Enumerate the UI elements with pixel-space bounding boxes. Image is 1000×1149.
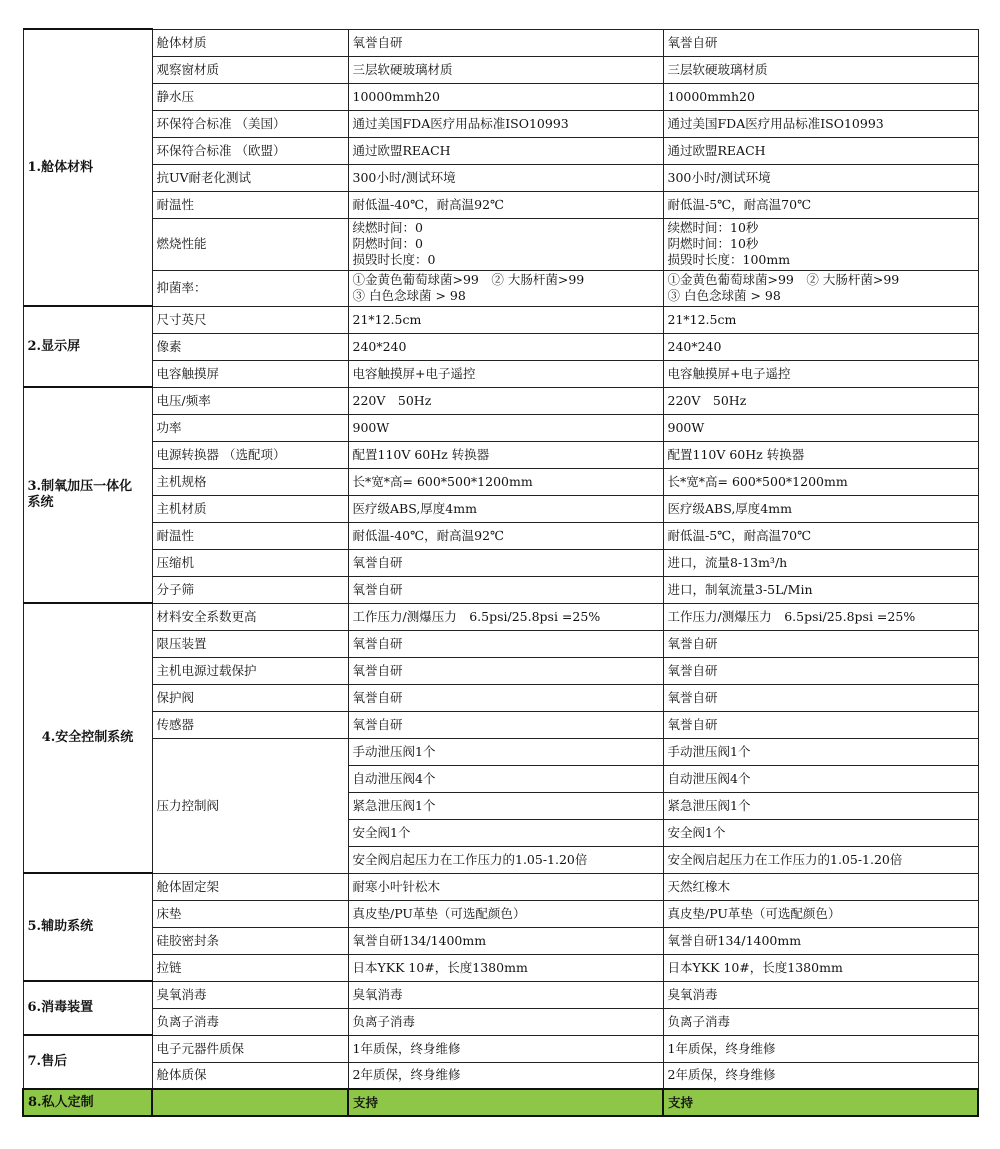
cell-line: 阴燃时间：0 xyxy=(352,236,423,251)
value-b: 支持 xyxy=(663,1089,978,1116)
value-b: 通过美国FDA医疗用品标准ISO10993 xyxy=(663,110,978,137)
value-b: 2年质保，终身维修 xyxy=(663,1062,978,1089)
value-b xyxy=(663,270,978,306)
section-title: 7.售后 xyxy=(23,1035,152,1089)
section-title: 2.显示屏 xyxy=(23,306,152,387)
value-a: 通过美国FDA医疗用品标准ISO10993 xyxy=(348,110,663,137)
item-label: 压缩机 xyxy=(152,549,348,576)
value-b: 耐低温-5℃，耐高温70℃ xyxy=(663,191,978,218)
value-a: 900W xyxy=(348,414,663,441)
table-row xyxy=(23,900,978,927)
table-row xyxy=(23,927,978,954)
value-b: 氧誉自研 xyxy=(663,657,978,684)
value-a: 自动泄压阀4个 xyxy=(348,765,663,792)
cell-line: ①金黄色葡萄球菌>99 ② 大肠杆菌>99 xyxy=(352,272,585,287)
item-label: 主机电源过载保护 xyxy=(152,657,348,684)
cell-line: ①金黄色葡萄球菌>99 ② 大肠杆菌>99 xyxy=(667,272,900,287)
value-b: 电容触摸屏+电子遥控 xyxy=(663,360,978,387)
value-b: 真皮垫/PU革垫（可选配颜色） xyxy=(663,900,978,927)
value-a: 氧誉自研 xyxy=(348,711,663,738)
value-a: 三层软硬玻璃材质 xyxy=(348,56,663,83)
table-row xyxy=(23,1062,978,1089)
value-a: 氧誉自研 xyxy=(348,657,663,684)
table-row xyxy=(23,738,978,765)
item-label: 抑菌率： xyxy=(152,270,348,306)
item-label: 燃烧性能 xyxy=(152,218,348,270)
value-b: 安全阀启起压力在工作压力的1.05-1.20倍 xyxy=(663,846,978,873)
table-row xyxy=(23,387,978,414)
value-b: 工作压力/测爆压力 6.5psi/25.8psi =25% xyxy=(663,603,978,630)
item-label: 观察窗材质 xyxy=(152,56,348,83)
table-row xyxy=(23,164,978,191)
value-a: 长*宽*高= 600*500*1200mm xyxy=(348,468,663,495)
value-a: 10000mmh20 xyxy=(348,83,663,110)
table-row xyxy=(23,468,978,495)
value-b: 氧誉自研 xyxy=(663,630,978,657)
item-label: 环保符合标准 （欧盟） xyxy=(152,137,348,164)
item-label: 电源转换器 （选配项） xyxy=(152,441,348,468)
item-label: 静水压 xyxy=(152,83,348,110)
item-label: 保护阀 xyxy=(152,684,348,711)
value-a: 手动泄压阀1个 xyxy=(348,738,663,765)
cell-line: 损毁时长度：100mm xyxy=(667,252,791,267)
item-label: 主机材质 xyxy=(152,495,348,522)
table-row xyxy=(23,1008,978,1035)
value-a: 支持 xyxy=(348,1089,663,1116)
section-title-line: 系统 xyxy=(27,495,54,510)
value-b: 300小时/测试环境 xyxy=(663,164,978,191)
section-title-line: 3.制氧加压一体化 xyxy=(27,479,133,494)
value-a: 紧急泄压阀1个 xyxy=(348,792,663,819)
value-a: 氧誉自研 xyxy=(348,29,663,56)
value-a: 耐寒小叶针松木 xyxy=(348,873,663,900)
value-a: 耐低温-40℃，耐高温92℃ xyxy=(348,191,663,218)
table-row xyxy=(23,1035,978,1062)
value-a: 氧誉自研 xyxy=(348,630,663,657)
table-row xyxy=(23,873,978,900)
value-a xyxy=(348,218,663,270)
item-label: 功率 xyxy=(152,414,348,441)
item-label xyxy=(152,1089,348,1116)
item-label: 分子筛 xyxy=(152,576,348,603)
table-row xyxy=(23,549,978,576)
spec-table xyxy=(22,28,979,1117)
value-b: 氧誉自研134/1400mm xyxy=(663,927,978,954)
table-row xyxy=(23,306,978,333)
table-row xyxy=(23,684,978,711)
value-a: 氧誉自研 xyxy=(348,549,663,576)
value-a: 氧誉自研 xyxy=(348,684,663,711)
section-title: 5.辅助系统 xyxy=(23,873,152,981)
item-label: 环保符合标准 （美国） xyxy=(152,110,348,137)
value-b: 通过欧盟REACH xyxy=(663,137,978,164)
cell-line: ③ 白色念球菌 > 98 xyxy=(352,288,466,303)
value-b: 220V 50Hz xyxy=(663,387,978,414)
table-row xyxy=(23,954,978,981)
value-b: 配置110V 60Hz 转换器 xyxy=(663,441,978,468)
value-b: 1年质保，终身维修 xyxy=(663,1035,978,1062)
item-label: 拉链 xyxy=(152,954,348,981)
table-row xyxy=(23,110,978,137)
table-row xyxy=(23,333,978,360)
value-a: 300小时/测试环境 xyxy=(348,164,663,191)
value-b: 臭氧消毒 xyxy=(663,981,978,1008)
value-a: 配置110V 60Hz 转换器 xyxy=(348,441,663,468)
value-b: 手动泄压阀1个 xyxy=(663,738,978,765)
value-b: 医疗级ABS,厚度4mm xyxy=(663,495,978,522)
table-row xyxy=(23,414,978,441)
item-label: 耐温性 xyxy=(152,191,348,218)
value-b xyxy=(663,218,978,270)
value-a: 220V 50Hz xyxy=(348,387,663,414)
cell-line: 损毁时长度：0 xyxy=(352,252,436,267)
value-b: 天然红橡木 xyxy=(663,873,978,900)
value-a: 工作压力/测爆压力 6.5psi/25.8psi =25% xyxy=(348,603,663,630)
value-b: 长*宽*高= 600*500*1200mm xyxy=(663,468,978,495)
cell-line: 阴燃时间：10秒 xyxy=(667,236,759,251)
table-row xyxy=(23,29,978,56)
table-row xyxy=(23,218,978,270)
value-a: 耐低温-40℃，耐高温92℃ xyxy=(348,522,663,549)
table-row xyxy=(23,711,978,738)
value-a: 安全阀1个 xyxy=(348,819,663,846)
cell-line: 续燃时间：0 xyxy=(352,220,423,235)
value-a xyxy=(348,270,663,306)
table-row xyxy=(23,137,978,164)
item-label: 限压装置 xyxy=(152,630,348,657)
value-b: 紧急泄压阀1个 xyxy=(663,792,978,819)
value-b: 三层软硬玻璃材质 xyxy=(663,56,978,83)
section-title: 1.舱体材料 xyxy=(23,29,152,306)
value-a: 安全阀启起压力在工作压力的1.05-1.20倍 xyxy=(348,846,663,873)
item-label: 尺寸英尺 xyxy=(152,306,348,333)
cell-line: ③ 白色念球菌 > 98 xyxy=(667,288,781,303)
item-label: 抗UV耐老化测试 xyxy=(152,164,348,191)
table-row xyxy=(23,56,978,83)
item-label: 电压/频率 xyxy=(152,387,348,414)
value-b: 10000mmh20 xyxy=(663,83,978,110)
value-a: 21*12.5cm xyxy=(348,306,663,333)
table-row xyxy=(23,576,978,603)
value-a: 医疗级ABS,厚度4mm xyxy=(348,495,663,522)
section-title: 6.消毒装置 xyxy=(23,981,152,1035)
table-row xyxy=(23,83,978,110)
section-title: 8.私人定制 xyxy=(23,1089,152,1116)
item-label: 舱体质保 xyxy=(152,1062,348,1089)
value-a: 负离子消毒 xyxy=(348,1008,663,1035)
value-a: 通过欧盟REACH xyxy=(348,137,663,164)
table-row xyxy=(23,657,978,684)
item-label: 主机规格 xyxy=(152,468,348,495)
value-a: 日本YKK 10#，长度1380mm xyxy=(348,954,663,981)
value-a: 240*240 xyxy=(348,333,663,360)
value-b: 负离子消毒 xyxy=(663,1008,978,1035)
value-b: 自动泄压阀4个 xyxy=(663,765,978,792)
value-a: 1年质保，终身维修 xyxy=(348,1035,663,1062)
value-a: 真皮垫/PU革垫（可选配颜色） xyxy=(348,900,663,927)
cell-line: 续燃时间：10秒 xyxy=(667,220,759,235)
value-a: 氧誉自研 xyxy=(348,576,663,603)
value-a: 2年质保，终身维修 xyxy=(348,1062,663,1089)
value-b: 耐低温-5℃，耐高温70℃ xyxy=(663,522,978,549)
item-label: 压力控制阀 xyxy=(152,738,348,873)
table-row xyxy=(23,441,978,468)
value-a: 臭氧消毒 xyxy=(348,981,663,1008)
item-label: 臭氧消毒 xyxy=(152,981,348,1008)
table-row xyxy=(23,603,978,630)
value-b: 21*12.5cm xyxy=(663,306,978,333)
value-b: 900W xyxy=(663,414,978,441)
table-row xyxy=(23,495,978,522)
item-label: 硅胶密封条 xyxy=(152,927,348,954)
section-title: 4.安全控制系统 xyxy=(23,603,152,873)
item-label: 床垫 xyxy=(152,900,348,927)
value-b: 氧誉自研 xyxy=(663,684,978,711)
item-label: 舱体固定架 xyxy=(152,873,348,900)
section-title xyxy=(23,387,152,603)
table-row xyxy=(23,191,978,218)
table-row xyxy=(23,270,978,306)
item-label: 舱体材质 xyxy=(152,29,348,56)
table-row xyxy=(23,981,978,1008)
value-b: 240*240 xyxy=(663,333,978,360)
item-label: 耐温性 xyxy=(152,522,348,549)
table-row xyxy=(23,360,978,387)
value-b: 安全阀1个 xyxy=(663,819,978,846)
value-b: 氧誉自研 xyxy=(663,711,978,738)
item-label: 传感器 xyxy=(152,711,348,738)
item-label: 像素 xyxy=(152,333,348,360)
item-label: 材料安全系数更高 xyxy=(152,603,348,630)
value-b: 氧誉自研 xyxy=(663,29,978,56)
table-row xyxy=(23,630,978,657)
item-label: 电容触摸屏 xyxy=(152,360,348,387)
value-b: 进口，制氧流量3-5L/Min xyxy=(663,576,978,603)
table-row xyxy=(23,522,978,549)
value-a: 电容触摸屏+电子遥控 xyxy=(348,360,663,387)
custom-row xyxy=(23,1089,978,1116)
item-label: 电子元器件质保 xyxy=(152,1035,348,1062)
value-b: 日本YKK 10#，长度1380mm xyxy=(663,954,978,981)
value-a: 氧誉自研134/1400mm xyxy=(348,927,663,954)
value-b: 进口，流量8-13m³/h xyxy=(663,549,978,576)
item-label: 负离子消毒 xyxy=(152,1008,348,1035)
